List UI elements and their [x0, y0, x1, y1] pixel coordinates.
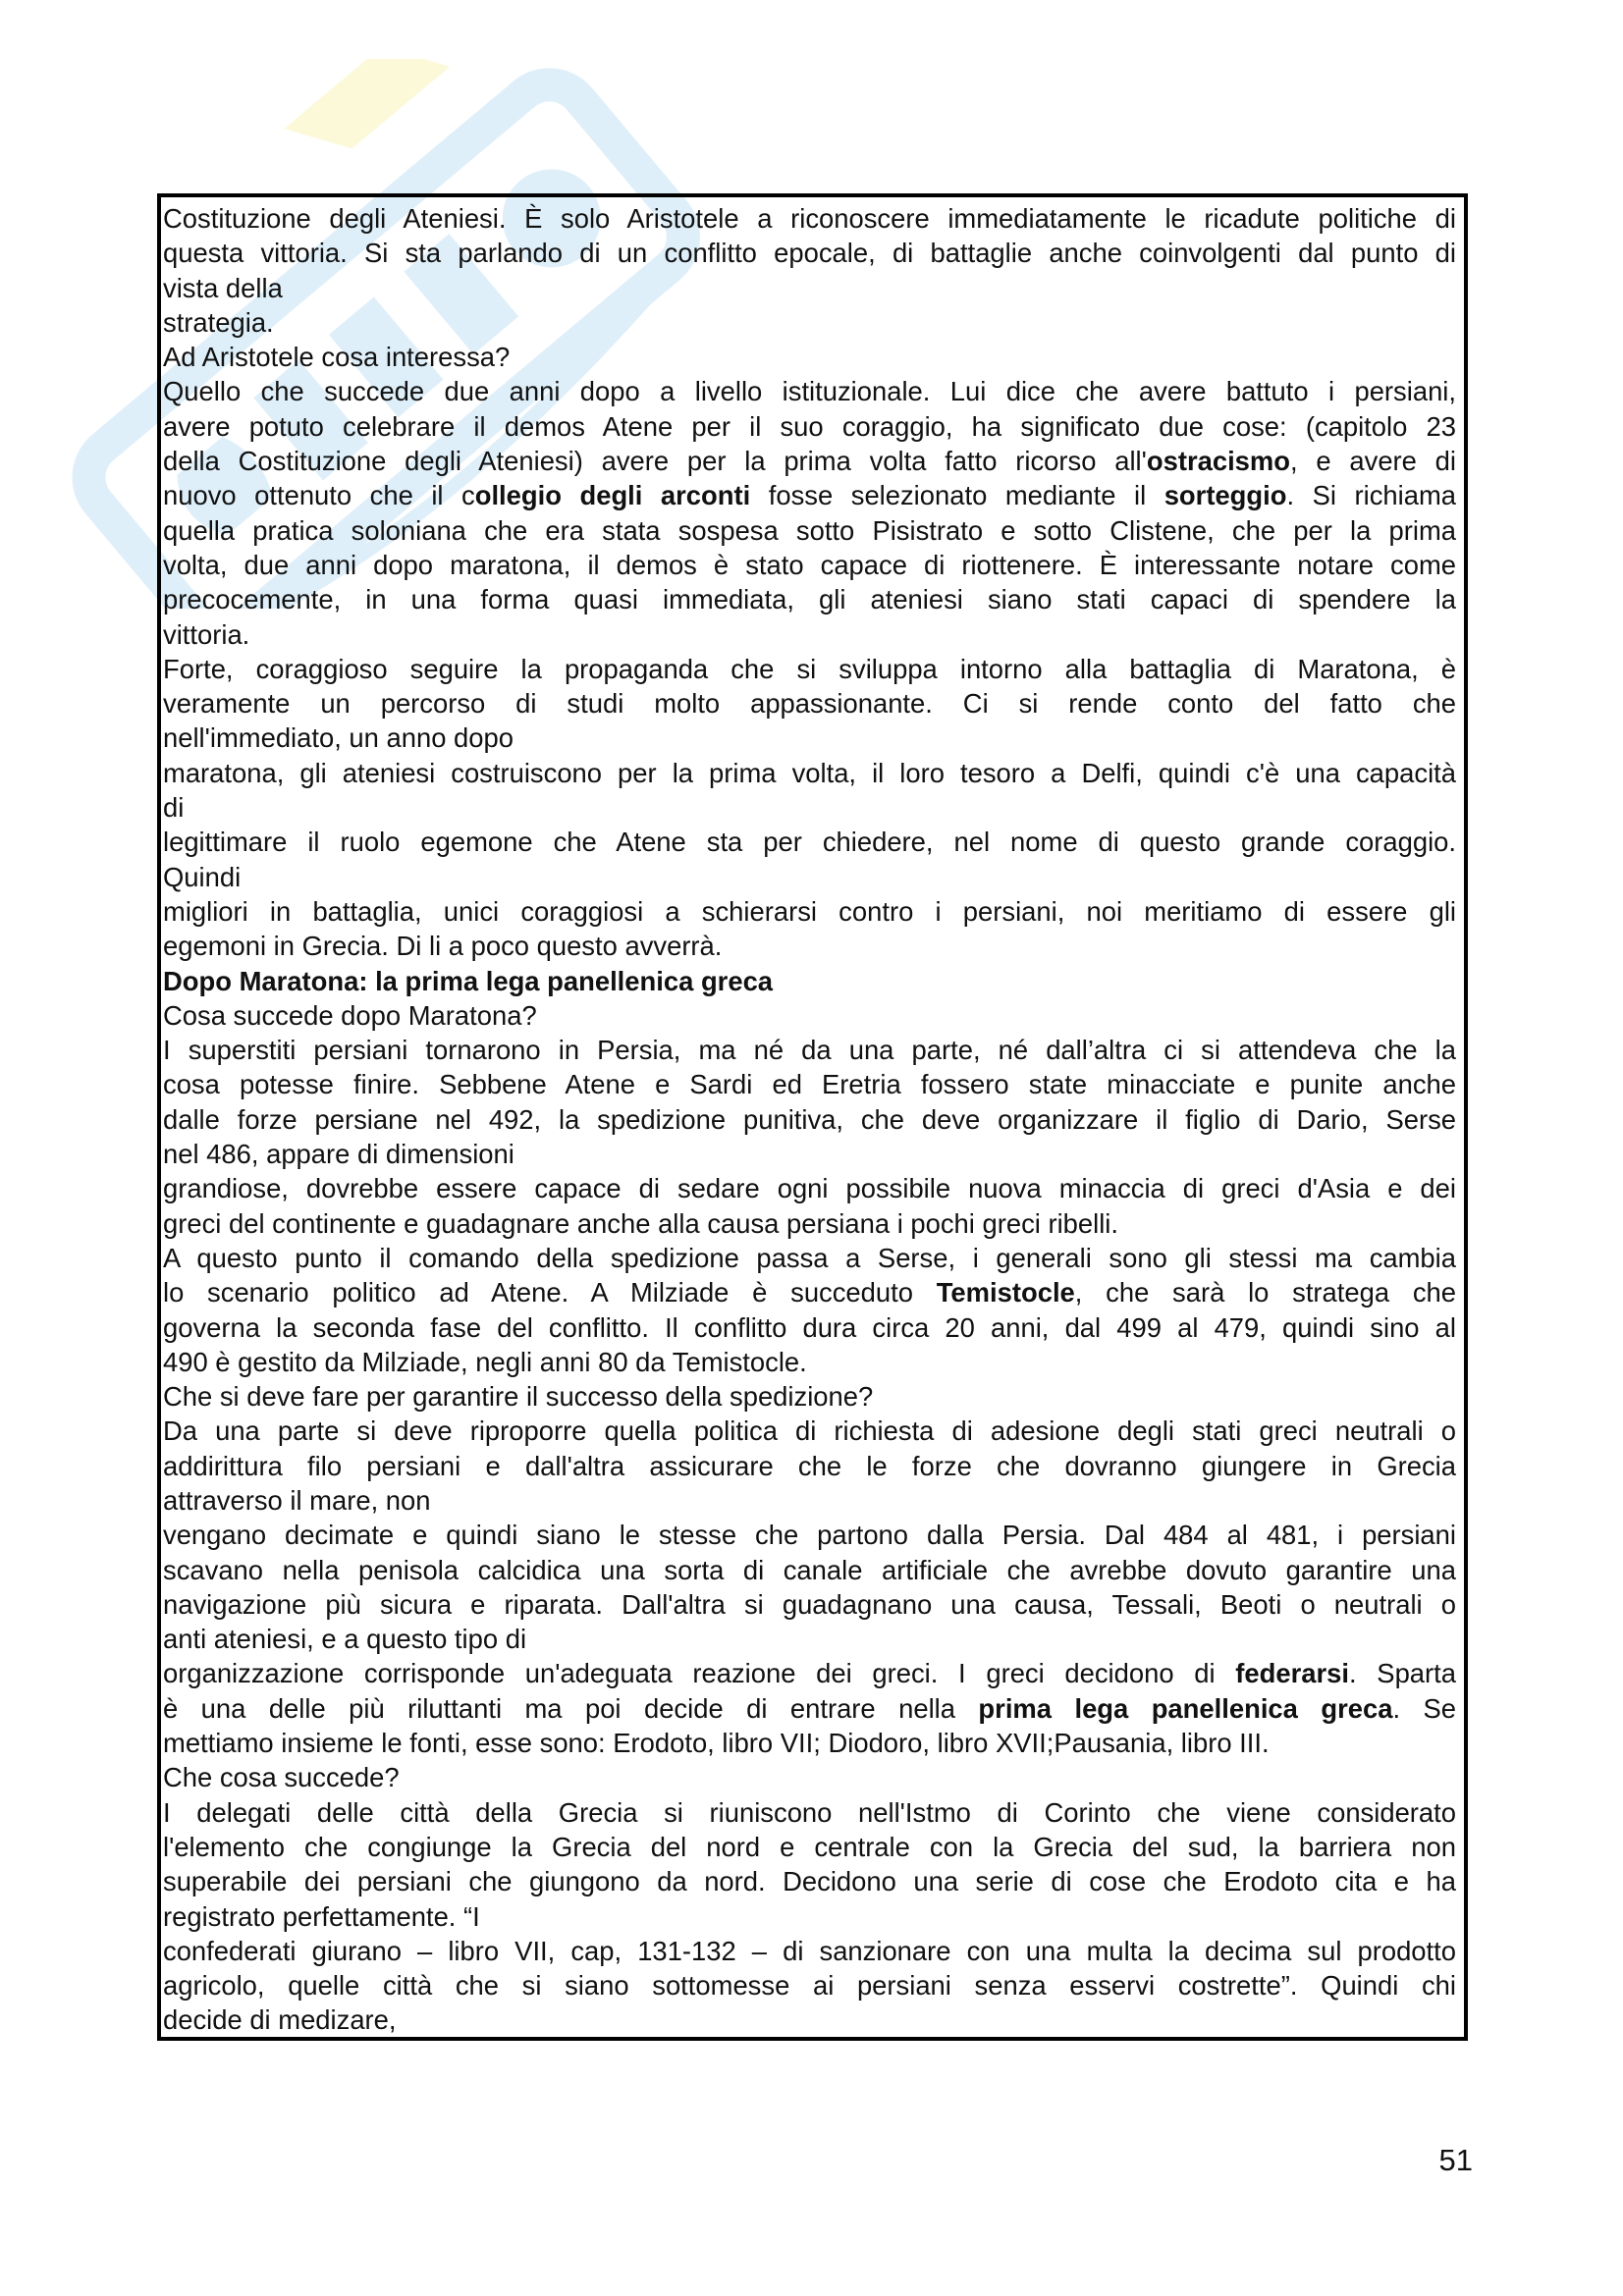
text-span: egemoni in Grecia. Di li a poco questo avverrà.: [163, 931, 723, 962]
text-line: [163, 617, 1456, 652]
text-line: [163, 929, 1456, 963]
text-line: [163, 513, 1456, 548]
text-line: [163, 1033, 1456, 1067]
text-span: anti ateniesi, e a questo tipo di: [163, 1624, 527, 1655]
text-line: [163, 1830, 1456, 1864]
text-span: cosa potesse finire. Sebbene Atene e Sardi ed Eretria fossero state minacciate e punite anche: [163, 1069, 1456, 1100]
text-line: [163, 756, 1456, 790]
text-span: fosse selezionato mediante il: [750, 480, 1164, 511]
text-line: [163, 825, 1456, 859]
text-line: [163, 444, 1456, 478]
text-span: vengano decimate e quindi siano le stesse che partono dalla Persia. Dal 484 al 481, i persiani: [163, 1520, 1456, 1551]
text-span: registrato perfettamente. “I: [163, 1900, 480, 1932]
text-span: Cosa succede dopo Maratona?: [163, 999, 537, 1031]
text-frame: [157, 193, 1468, 2041]
text-span: legittimare il ruolo egemone che Atene sta per chiedere, nel nome di questo grande coraggio.: [163, 827, 1456, 858]
text-span: I delegati delle città della Grecia si riuniscono nell'Istmo di Corinto che viene considerato: [163, 1796, 1456, 1828]
text-line: [163, 1206, 1456, 1241]
text-span: avere potuto celebrare il demos Atene per il suo coraggio, ha significato due cose: (capitolo 23: [163, 410, 1456, 442]
text-span: veramente un percorso di studi molto appassionante. Ci si rende conto del fatto che: [163, 688, 1456, 720]
text-line: [163, 1760, 1456, 1794]
text-line: [163, 1587, 1456, 1622]
bold-text: ollegio degli arconti: [474, 480, 751, 511]
text-span: scavano nella penisola calcidica una sorta di canale artificiale che avrebbe dovuto garantire una: [163, 1554, 1456, 1585]
text-span: della Costituzione degli Ateniesi) avere per la prima volta fatto ricorso all': [163, 446, 1147, 477]
text-span: dalle forze persiane nel 492, la spedizione punitiva, che deve organizzare il figlio di Dario, Serse: [163, 1103, 1456, 1135]
text-span: governa la seconda fase del conflitto. Il conflitto dura circa 20 anni, dal 499 al 479, quindi sino al: [163, 1311, 1456, 1343]
text-span: quella pratica soloniana che era stata sospesa sotto Pisistrato e sotto Clistene, che per la prima: [163, 514, 1456, 546]
text-line: [163, 305, 1456, 340]
text-line: [163, 409, 1456, 444]
text-span: nell'immediato, un anno dopo: [163, 722, 514, 754]
text-line: [163, 1864, 1456, 1898]
text-span: l'elemento che congiunge la Grecia del nord e centrale con la Grecia del sud, la barriera non: [163, 1831, 1456, 1862]
bold-text: Temistocle: [936, 1277, 1075, 1308]
text-span: mettiamo insieme le fonti, esse sono: Erodoto, libro VII; Diodoro, libro XVII;Pausania, libro III.: [163, 1728, 1270, 1759]
text-span: Quindi: [163, 861, 242, 892]
text-line: [163, 1968, 1456, 2002]
text-line: [163, 374, 1456, 408]
text-line: [163, 1449, 1456, 1483]
text-span: nuovo ottenuto che il c: [163, 480, 475, 511]
text-span: Costituzione degli Ateniesi. È solo Aristotele a riconoscere immediatamente le ricadute politiche di: [163, 203, 1456, 234]
text-span: volta, due anni dopo maratona, il demos è stato capace di riottenere. È interessante notare come: [163, 549, 1456, 580]
text-line: [163, 1622, 1456, 1656]
text-span: è una delle più riluttanti ma poi decide di entrare nella: [163, 1692, 979, 1724]
text-line: [163, 1345, 1456, 1379]
text-line: [163, 201, 1456, 236]
text-span: vittoria.: [163, 618, 250, 650]
text-span: nel 486, appare di dimensioni: [163, 1139, 514, 1170]
text-span: agricolo, quelle città che si siano sottomesse ai persiani senza esservi costrette”. Quindi chi: [163, 1970, 1456, 2002]
text-line: [163, 548, 1456, 582]
text-line: [163, 790, 1456, 825]
text-span: Ad Aristotele cosa interessa?: [163, 342, 511, 373]
text-span: , e avere di: [1290, 446, 1456, 477]
bold-text: sorteggio: [1163, 480, 1287, 511]
text-line: [163, 1067, 1456, 1101]
text-span: lo scenario politico ad Atene. A Milziade è succeduto: [163, 1277, 937, 1308]
text-span: organizzazione corrisponde un'adeguata reazione dei greci. I greci decidono di: [163, 1658, 1236, 1689]
text-span: . Se: [1392, 1692, 1456, 1724]
text-span: maratona, gli ateniesi costruiscono per la prima volta, il loro tesoro a Delfi, quindi c'è una capacità: [163, 757, 1456, 788]
page-number: 51: [1438, 2143, 1473, 2177]
text-line: [163, 1310, 1456, 1345]
bold-text: federarsi: [1235, 1658, 1349, 1689]
text-line: [163, 1275, 1456, 1309]
text-line: [163, 1379, 1456, 1414]
text-span: . Sparta: [1349, 1658, 1457, 1689]
text-line: [163, 1102, 1456, 1137]
text-line: [163, 1726, 1456, 1760]
text-line: [163, 721, 1456, 755]
text-span: strategia.: [163, 306, 274, 338]
bold-text: prima lega panellenica greca: [978, 1692, 1393, 1724]
text-line: [163, 2002, 1456, 2037]
text-span: navigazione più sicura e riparata. Dall'altra si guadagnano una causa, Tessali, Beoti o neutrali o: [163, 1588, 1456, 1620]
text-line: [163, 1934, 1456, 1968]
text-line: [163, 340, 1456, 374]
bold-text: Dopo Maratona: la prima lega panellenica greca: [163, 965, 774, 996]
text-line: [163, 652, 1456, 686]
text-span: di: [163, 792, 185, 824]
text-span: . Si richiama: [1286, 480, 1456, 511]
text-span: , che sarà lo stratega che: [1074, 1277, 1457, 1308]
text-line: [163, 1414, 1456, 1448]
text-line: [163, 1518, 1456, 1552]
text-line: [163, 1656, 1456, 1690]
text-line: [163, 1241, 1456, 1275]
text-line: [163, 271, 1456, 305]
text-line: [163, 1795, 1456, 1830]
text-line: [163, 1483, 1456, 1518]
text-line: [163, 478, 1456, 512]
text-span: vista della: [163, 272, 283, 303]
text-line: [163, 1899, 1456, 1934]
text-span: decide di medizare,: [163, 2004, 397, 2036]
text-span: greci del continente e guadagnare anche alla causa persiana i pochi greci ribelli.: [163, 1207, 1118, 1239]
text-span: 490 è gestito da Milziade, negli anni 80 da Temistocle.: [163, 1346, 807, 1377]
text-span: superabile dei persiani che giungono da nord. Decidono una serie di cose che Erodoto cita e ha: [163, 1866, 1456, 1897]
text-span: addirittura filo persiani e dall'altra assicurare che le forze che dovranno giungere in Grecia: [163, 1450, 1456, 1481]
text-span: I superstiti persiani tornarono in Persia, ma né da una parte, né dall’altra ci si attendeva che la: [163, 1035, 1456, 1066]
text-span: Da una parte si deve riproporre quella politica di richiesta di adesione degli stati greci neutrali o: [163, 1415, 1456, 1447]
text-span: questa vittoria. Si sta parlando di un conflitto epocale, di battaglie anche coinvolgenti dal punto di: [163, 238, 1456, 269]
text-span: migliori in battaglia, unici coraggiosi a schierarsi contro i persiani, noi meritiamo di essere gli: [163, 895, 1456, 927]
text-line: [163, 582, 1456, 616]
text-line: [163, 686, 1456, 721]
text-line: [163, 964, 1456, 998]
text-line: [163, 998, 1456, 1033]
text-line: [163, 236, 1456, 270]
text-span: Che cosa succede?: [163, 1762, 400, 1793]
text-span: confederati giurano – libro VII, cap, 131-132 – di sanzionare con una multa la decima sul prodotto: [163, 1935, 1456, 1966]
document-body: [163, 201, 1456, 2038]
text-span: grandiose, dovrebbe essere capace di sedare ogni possibile nuova minaccia di greci d'Asia e dei: [163, 1173, 1456, 1204]
text-line: [163, 1553, 1456, 1587]
text-line: [163, 894, 1456, 929]
text-span: attraverso il mare, non: [163, 1484, 431, 1516]
text-span: Quello che succede due anni dopo a livello istituzionale. Lui dice che avere battuto i persiani,: [163, 376, 1456, 407]
text-line: [163, 1691, 1456, 1726]
text-span: Forte, coraggioso seguire la propaganda che si sviluppa intorno alla battaglia di Maratona, è: [163, 653, 1456, 684]
text-span: Che si deve fare per garantire il successo della spedizione?: [163, 1381, 874, 1413]
text-span: A questo punto il comando della spedizione passa a Serse, i generali sono gli stessi ma cambia: [163, 1242, 1456, 1273]
bold-text: ostracismo: [1146, 446, 1291, 477]
text-line: [163, 860, 1456, 894]
text-line: [163, 1171, 1456, 1205]
text-span: precocemente, in una forma quasi immediata, gli ateniesi siano stati capaci di spendere la: [163, 584, 1456, 615]
text-line: [163, 1137, 1456, 1171]
